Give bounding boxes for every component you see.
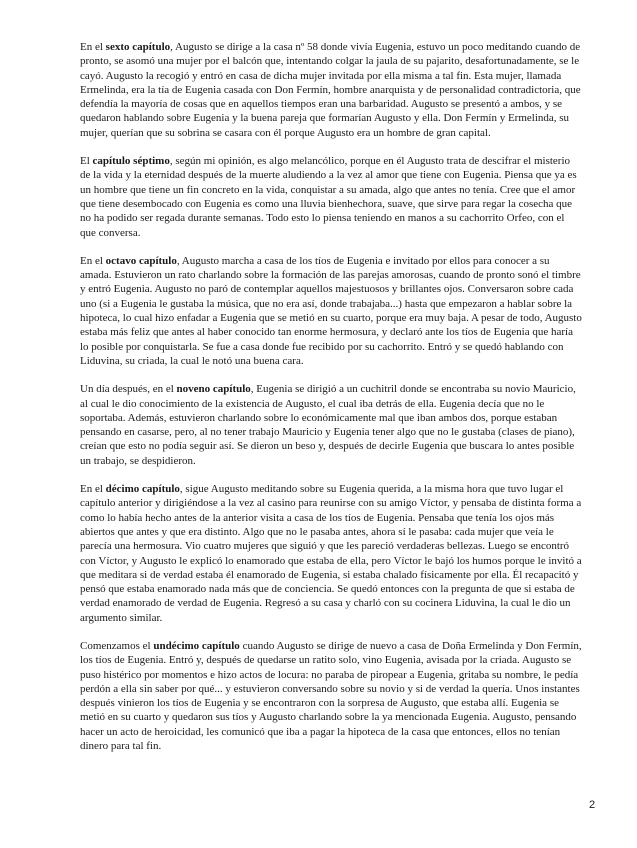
paragraph-text: Comenzamos el bbox=[80, 639, 154, 652]
chapter-heading: sexto capítulo bbox=[105, 41, 171, 53]
chapter-heading: décimo capítulo bbox=[105, 483, 180, 496]
paragraph-text: En el bbox=[80, 41, 106, 53]
chapter-heading: undécimo capítulo bbox=[153, 639, 240, 652]
chapter-heading: octavo capítulo bbox=[105, 254, 177, 267]
paragraph-text: cuando Augusto se dirige de nuevo a casa de Doña Ermelinda y Don Fermín, los tíos de Eugenia. Entró y, después de quedarse un ratito solo, vino Eugenia, avisada por la criada. Augusto se puso histérico por momentos e hizo actos de locura: no paraba de piropear a Eugenia, gritaba su nombre, le pedía perdón a ella sin saber por qué... y estuvieron conversando sobre su novio y si de verdad la quería. Unos instantes después vinieron los tíos de Eugenia y se encontraron con la sorpresa de Augusto, que estaba allí. Eugenia se metió en su cuarto y quedaron sus tíos y Augusto charlando sobre la ya mencionada Eugenia. Augusto, pensando hacer un acto de heroicidad, les comunicó que iba a pagar la hipoteca de la casa que entonces, ellos no tenían dinero para tal fin. bbox=[80, 639, 582, 753]
paragraph-text: , Augusto marcha a casa de los tíos de Eugenia e invitado por ellos para conocer a su amada. Estuvieron un rato charlando sobre la formación de las parejas amorosas, cuando de pronto sonó el timbre y entró Eugenia. Augusto no paró de contemplar aquellos majestuosos y brillantes ojos. Conversaron sobre cada uno (si a Eugenia le gustaba la música, que no era así, donde trabajaba...) hasta que empezaron a hablar sobre la hipoteca, lo cual hizo enfadar a Eugenia que se metió en su cuarto, porque era muy baja. A pesar de todo, Augusto estaba más feliz que antes al haber conocido tan enorme hermosura, y declaró ante los tíos de Eugenia que haría lo posible por conquistarla. Se fue a casa donde fue recibido por su cachorrito. Entró y se quedó hablando con Liduvina, su criada, la cual le notó una buena cara. bbox=[80, 254, 582, 367]
document-body bbox=[80, 40, 582, 767]
paragraph-chapter-8 bbox=[80, 254, 582, 368]
page-number: 2 bbox=[589, 799, 596, 811]
paragraph-chapter-9 bbox=[80, 382, 582, 468]
paragraph-text: En el bbox=[80, 254, 106, 267]
paragraph-text: Un día después, en el bbox=[80, 383, 177, 396]
paragraph-text: El bbox=[80, 155, 93, 168]
chapter-heading: capítulo séptimo bbox=[92, 155, 170, 168]
chapter-heading: noveno capítulo bbox=[176, 383, 251, 396]
paragraph-text: , sigue Augusto meditando sobre su Eugenia querida, a la misma hora que tuvo lugar el capítulo anterior y dirigiéndose a la vez al casino para reunirse con su amigo Víctor, y pensaba de distinta forma a como lo había hecho antes de la anterior visita a casa de los tíos de Eugenia. Pensaba que tenía los ojos más abiertos que antes y que era distinto. Algo que no le pasaba antes, ahora sí le pasaba: cada mujer que veía le parecía una hermosura. Vio cuatro mujeres que siguió y que les pareció verdaderas bellezas. Luego se encontró con Víctor, y Augusto le explicó lo enamorado que estaba de ella, pero Víctor le bajó los humos porque le invitó a que meditara si de verdad estaba él enamorado de Eugenia, si estaba chalado físicamente por ella. Él recapacitó y pensó que estaba enamorado nada más que de conciencia. Se quedó entonces con la pregunta de que si estaba de verdad enamorado de verdad de Eugenia. Regresó a su casa y charló con su cocinera Liduvina, la cual le dio un argumento similar. bbox=[80, 483, 582, 624]
paragraph-chapter-11 bbox=[80, 639, 582, 753]
paragraph-text: , Augusto se dirige a la casa nº 58 donde vivía Eugenia, estuvo un poco meditando cuando de pronto, se asomó una mujer por el balcón que, intentando colgar la jaula de su pajarito, desafortunadamente, se le cayó. Augusto la recogió y entró en casa de dicha mujer invitada por ella misma a tal fin. Esta mujer, llamada Ermelinda, era la tía de Eugenia casada con Don Fermín, hombre anarquista y de personalidad contradictoria, que defendía la mayoría de cosas que en aquellos tiempos eran una barbaridad. Augusto se presentó a ambos, y se quedaron hablando sobre Eugenia y la buena pareja que formarían Augusto y ella. Don Fermín y Ermelinda, su mujer, querían que su sobrina se casara con él porque Augusto era un hombre de gran capital. bbox=[80, 41, 581, 139]
paragraph-chapter-7 bbox=[80, 154, 582, 240]
paragraph-text: , Eugenia se dirigió a un cuchitril donde se encontraba su novio Mauricio, al cual le dio conocimiento de la existencia de Augusto, el cual iba detrás de ella. Eugenia decía que no le soportaba. Además, estuvieron charlando sobre lo económicamente mal que iban ambos dos, porque estaban pensando en casarse, pero, al no tener trabajo Mauricio y Eugenia tener algo que no le gustaba (clases de piano), creían que esto no podía seguir así. Se dieron un beso y, después de decirle Eugenia que buscara lo antes posible un trabajo, se despidieron. bbox=[80, 383, 576, 467]
paragraph-chapter-10 bbox=[80, 482, 582, 625]
paragraph-chapter-6 bbox=[80, 40, 582, 140]
paragraph-text: En el bbox=[80, 483, 106, 496]
paragraph-text: , según mi opinión, es algo melancólico, porque en él Augusto trata de descifrar el misterio de la vida y la eternidad después de la muerte aludiendo a la vez al amor que tiene con Eugenia. Piensa que ya es un hombre que tiene un fin concreto en la vida, conquistar a su amada, algo que antes no tenía. Cree que el amor que tiene desembocado con Eugenia es como una lluvia bienhechora, suave, que sirve para regar la cosecha que no ha podido ser regada durante semanas. Todo esto lo piensa teniendo en manos a su cachorrito Orfeo, con el que conversa. bbox=[80, 155, 577, 239]
